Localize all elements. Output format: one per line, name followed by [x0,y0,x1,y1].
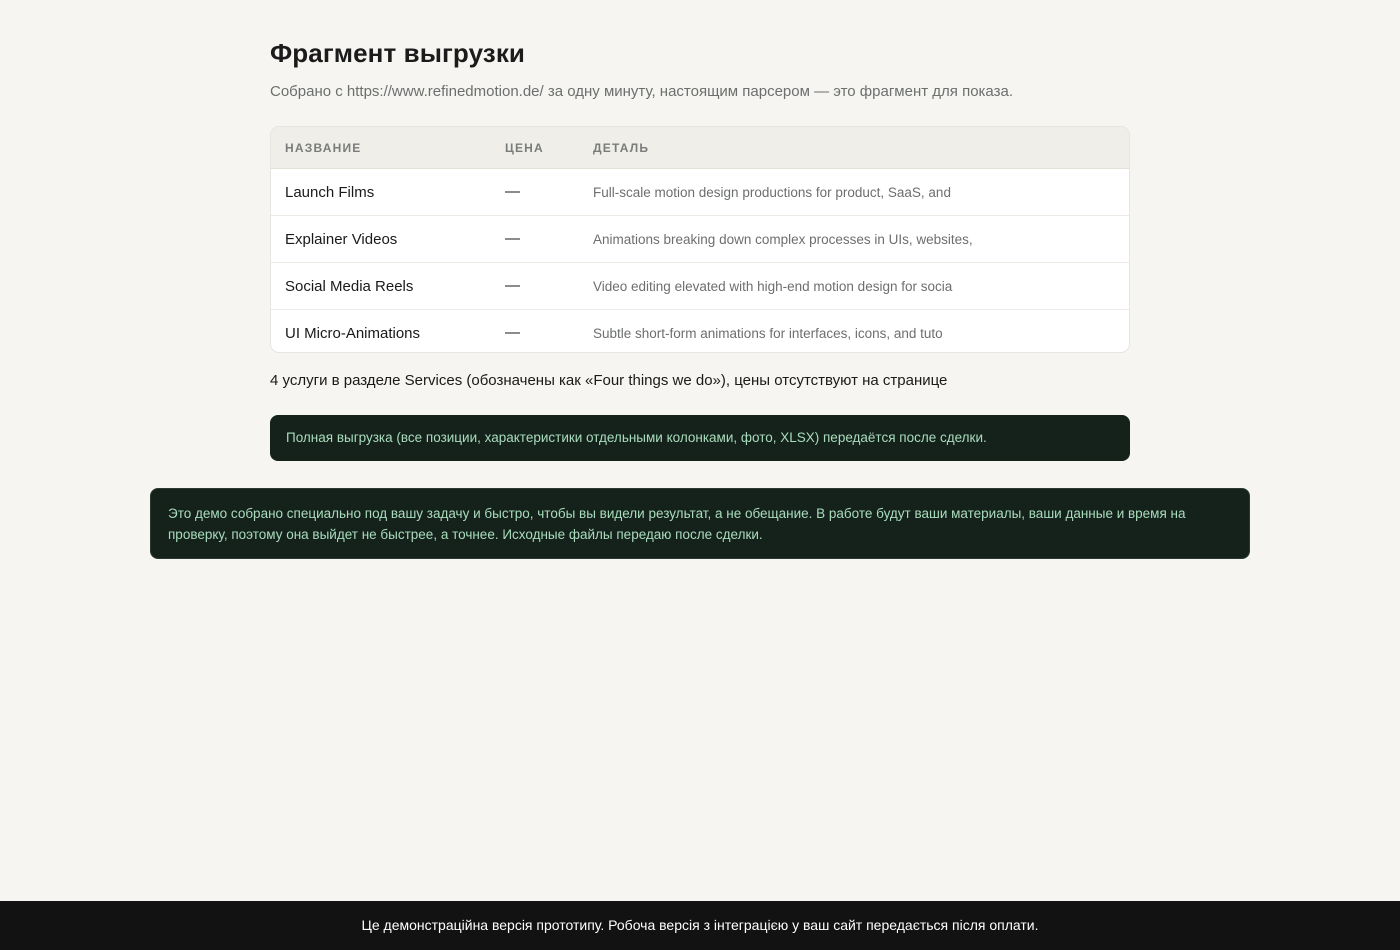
page-subtitle: Собрано с https://www.refinedmotion.de/ за одну минуту, настоящим парсером — это фрагмент для показа. [270,83,1013,100]
column-header-name: НАЗВАНИЕ [285,141,362,155]
cell-name: UI Micro-Animations [285,325,421,342]
page-title: Фрагмент выгрузки [270,38,526,68]
cell-name: Explainer Videos [285,231,398,248]
cell-price: — [505,277,520,294]
cell-name: Social Media Reels [285,278,414,295]
data-table [270,126,1130,353]
cell-price: — [505,230,520,247]
cell-detail: Video editing elevated with high-end motion design for socia [593,279,953,294]
table-row [271,216,1129,263]
cell-name: Launch Films [285,184,375,201]
column-header-price: ЦЕНА [505,141,544,155]
table-row [271,169,1129,216]
footer-banner: Це демонстраційна версія прототипу. Робоча версія з інтеграцією у ваш сайт передається після оплати. [0,901,1400,950]
table-row [271,263,1129,310]
cell-price: — [505,324,520,341]
cell-price: — [505,183,520,200]
full-export-notice: Полная выгрузка (все позиции, характеристики отдельными колонками, фото, XLSX) передаётся после сделки. [270,415,1130,461]
column-header-detail: ДЕТАЛЬ [593,141,650,155]
cell-detail: Subtle short-form animations for interfaces, icons, and tuto [593,326,943,341]
cell-detail: Animations breaking down complex processes in UIs, websites, [593,232,973,247]
summary-text: 4 услуги в разделе Services (обозначены как «Four things we do»), цены отсутствуют на странице [270,372,948,389]
table-row [271,310,1129,353]
table-header [271,127,1129,169]
cell-detail: Full-scale motion design productions for product, SaaS, and [593,185,951,200]
demo-notice: Это демо собрано специально под вашу задачу и быстро, чтобы вы видели результат, а не обещание. В работе будут ваши материалы, ваши данные и время на проверку, поэтому она выйдет не быстрее, а точнее. Исходные файлы передаю после сделки. [150,488,1250,559]
